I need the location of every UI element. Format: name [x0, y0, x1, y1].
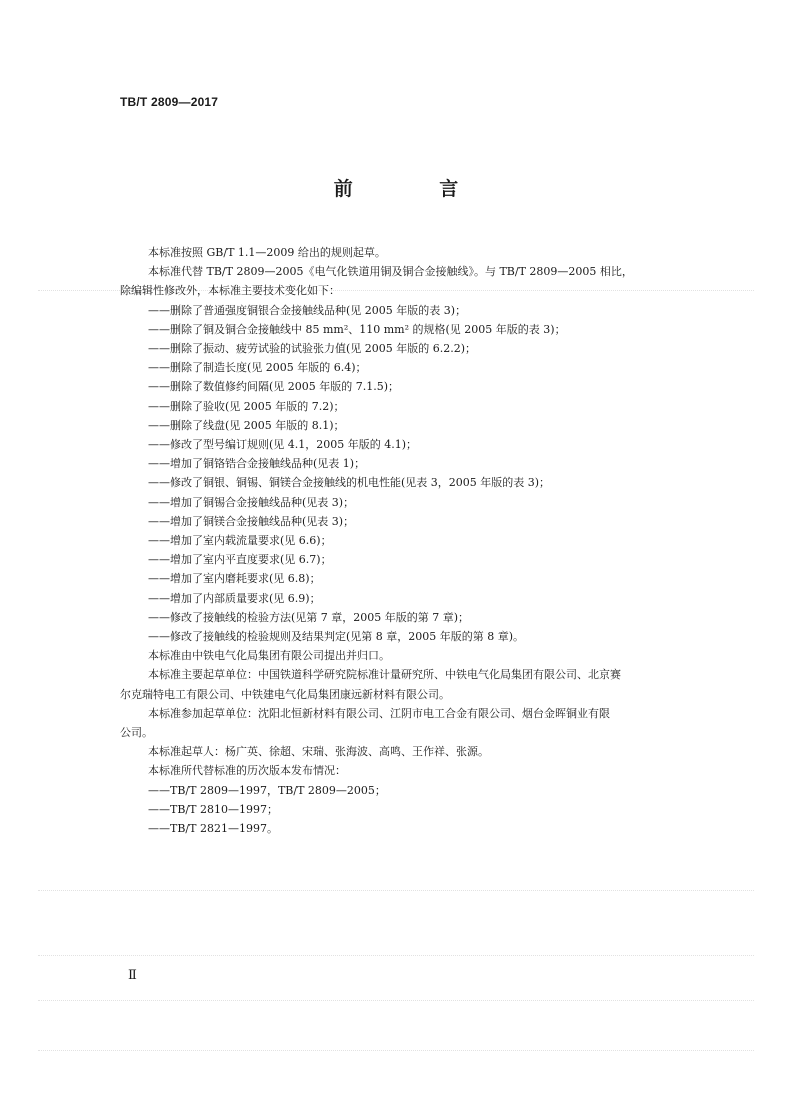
- text-line: ——TB/T 2810—1997；: [148, 802, 278, 816]
- text-line: ——删除了线盘(见 2005 年版的 8.1)；: [148, 418, 345, 432]
- text-line: 本标准代替 TB/T 2809—2005《电气化铁道用铜及铜合金接触线》。与 TB/T 2809—2005 相比，: [148, 265, 633, 279]
- text-line: ——删除了制造长度(见 2005 年版的 6.4)；: [148, 361, 367, 375]
- standard-code: TB/T 2809—2017: [120, 95, 219, 109]
- scan-dotted-line: [38, 955, 754, 956]
- scan-dotted-line: [38, 1050, 754, 1051]
- text-line: 本标准主要起草单位：中国铁道科学研究院标准计量研究所、中铁电气化局集团有限公司、北京赛: [148, 668, 621, 682]
- text-line: ——修改了铜银、铜锡、铜镁合金接触线的机电性能(见表 3，2005 年版的表 3)；: [148, 476, 551, 490]
- text-line: ——增加了室内载流量要求(见 6.6)；: [148, 534, 332, 548]
- text-line: ——增加了内部质量要求(见 6.9)；: [148, 591, 321, 605]
- page-title: 前 言: [333, 178, 499, 200]
- text-line: ——修改了接触线的检验方法(见第 7 章，2005 年版的第 7 章)；: [148, 610, 470, 624]
- text-line: ——增加了铜铬锆合金接触线品种(见表 1)；: [148, 457, 366, 471]
- text-line: ——增加了室内平直度要求(见 6.7)；: [148, 553, 332, 567]
- page-number: Ⅱ: [128, 968, 137, 983]
- text-line: ——修改了型号编订规则(见 4.1，2005 年版的 4.1)；: [148, 438, 418, 452]
- text-line: ——删除了铜及铜合金接触线中 85 mm²、110 mm² 的规格(见 2005 年版的表 3)；: [148, 322, 566, 336]
- foreword-body: [120, 243, 680, 838]
- text-line: 本标准参加起草单位：沈阳北恒新材料有限公司、江阴市电工合金有限公司、烟台金晖铜业有限: [148, 706, 610, 720]
- text-line: 公司。: [120, 726, 153, 740]
- text-line: ——删除了普通强度铜银合金接触线品种(见 2005 年版的表 3)；: [148, 303, 467, 317]
- text-line: ——删除了振动、疲劳试验的试验张力值(见 2005 年版的 6.2.2)；: [148, 342, 477, 356]
- text-line: ——TB/T 2821—1997。: [148, 822, 278, 836]
- text-line: 尔克瑞特电工有限公司、中铁建电气化局集团康远新材料有限公司。: [120, 687, 450, 701]
- text-line: ——删除了验收(见 2005 年版的 7.2)；: [148, 399, 345, 413]
- text-line: ——增加了铜镁合金接触线品种(见表 3)；: [148, 514, 355, 528]
- scan-dotted-line: [38, 890, 754, 891]
- text-line: ——TB/T 2809—1997，TB/T 2809—2005；: [148, 783, 386, 797]
- scan-dotted-line: [38, 1000, 754, 1001]
- text-line: ——删除了数值修约间隔(见 2005 年版的 7.1.5)；: [148, 380, 400, 394]
- text-line: 本标准起草人：杨广英、徐超、宋瑞、张海波、高鸣、王作祥、张源。: [148, 745, 489, 759]
- text-line: ——增加了铜锡合金接触线品种(见表 3)；: [148, 495, 355, 509]
- text-line: 本标准由中铁电气化局集团有限公司提出并归口。: [148, 649, 390, 663]
- text-line: ——增加了室内磨耗要求(见 6.8)；: [148, 572, 321, 586]
- text-line: 本标准按照 GB/T 1.1—2009 给出的规则起草。: [148, 246, 386, 259]
- text-line: ——修改了接触线的检验规则及结果判定(见第 8 章，2005 年版的第 8 章)。: [148, 630, 525, 644]
- text-line: 本标准所代替标准的历次版本发布情况：: [148, 764, 346, 778]
- text-line: 除编辑性修改外，本标准主要技术变化如下：: [120, 284, 340, 298]
